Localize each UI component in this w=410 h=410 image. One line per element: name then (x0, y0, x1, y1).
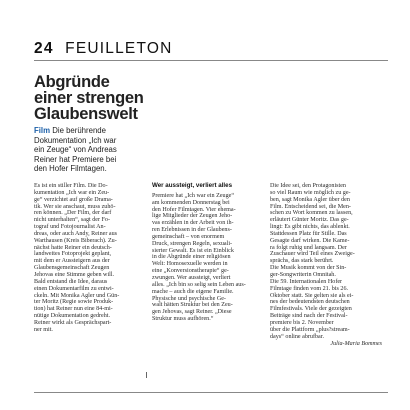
body-text-line: dreas, oder auch Andy, Reiner aus (34, 230, 118, 237)
teaser-line: ein Zeuge“ von Andreas (34, 145, 117, 155)
body-text-line: Glaubensgemeinschaft Zeugen (34, 265, 110, 272)
body-text-line: Die Idee sei, den Protagonisten (270, 183, 346, 189)
body-text-line: Bald entstand die Idee, daraus (34, 278, 108, 285)
body-text-line: eine „Konversionstherapie“ ge- (152, 268, 229, 275)
body-text-line: ge“ verzichtet auf große Drama- (34, 196, 113, 203)
body-text-line: über die Plattform „plus?stream- (270, 326, 350, 333)
body-text-line: nächst hatte Reiner ein deutsch- (34, 244, 112, 251)
headline-line: Abgründe (34, 73, 110, 91)
body-text-line: Film. Entscheidend sei, die Men- (270, 203, 351, 210)
body-text-line: Filmtage finden vom 21. bis 26. (270, 285, 349, 292)
body-text-line: Welt: Homosexuelle werden in (152, 261, 228, 268)
body-text-line: sprächs, das stark berührt. (270, 258, 334, 265)
body-column-3 (270, 183, 382, 348)
body-text-line: tion) hat Reiner nun eine 84-mi- (34, 306, 113, 313)
article-teaser (34, 126, 194, 174)
article-headline (34, 74, 234, 122)
body-text-line: ger-Songwriterin Omnitah. (270, 271, 336, 278)
body-text-line: nes der bedeutendsten deutschen (270, 299, 350, 306)
body-text-line: Zuschauer wird Teil eines Zweige- (270, 251, 355, 258)
body-text-line: alles. „Ich bin so selig sein Leben aus- (152, 281, 246, 288)
teaser-line: Reiner hat Premiere bei (34, 154, 117, 164)
body-text-line: mit dem er Aussteigern aus der (34, 258, 110, 265)
body-text-line: walt hätten Struktur bei den Zeu- (152, 302, 233, 309)
body-text-line: ben, sagt Monika Agler über den (270, 196, 350, 203)
section-header (34, 40, 173, 58)
body-text-line: so viel Raum wie möglich zu ge- (270, 189, 351, 196)
body-text-line: lige Mitglieder der Zeugen Jeho- (152, 213, 233, 220)
page-number: 24 (34, 40, 54, 57)
body-subheading: Wer aussteigt, verliert alles (152, 182, 233, 189)
column-marker (146, 372, 147, 378)
body-text-line: Stattdessen Platz für Stille. Das (270, 230, 347, 237)
body-text-line: gemeinschaft – von enormem (152, 233, 225, 240)
body-text-line: in die Abgründe einer religiösen (152, 254, 231, 261)
headline-line: Glaubenswelt (34, 105, 138, 123)
body-text-line: ren Erlebnissen in der Glaubens- (152, 227, 232, 234)
body-text-line: Es ist ein stiller Film. Die Do- (34, 183, 108, 189)
body-text-line: Druck, strengen Regeln, sexuali- (152, 240, 233, 247)
body-text-line: nütige Dokumentation gedreht. (34, 313, 110, 320)
body-text-line: Beiträge sind nach der Festival- (270, 313, 348, 320)
author-signature: Julia-Maria Bommes (330, 341, 382, 348)
body-text-line: Jehovas eine Stimme geben will. (34, 271, 115, 278)
teaser-line: Dokumentation „Ich war (34, 135, 117, 145)
body-text-line: sierter Gewalt. Es ist ein Einblick (152, 247, 234, 254)
body-text-line: einen Dokumentarfilm zu entwi- (34, 285, 114, 292)
body-text-line: days“ online abrufbar. (270, 333, 324, 340)
body-text-line: Die Musik kommt von der Sin- (270, 265, 347, 272)
headline-line: einer strengen (34, 89, 144, 107)
body-column-1 (34, 183, 142, 334)
body-column-2 (152, 183, 260, 323)
body-text-line: erläutert Günter Moritz. Das ge- (270, 217, 349, 224)
body-text-line: tik. Wer sie anschaut, muss zuhö- (34, 203, 116, 210)
body-text-line: am kommenden Donnerstag bei (152, 199, 230, 206)
body-text-line: Die 59. Internationalen Hofer (270, 278, 343, 285)
body-text-line: ra folgt ruhig und langsam. Der (270, 244, 347, 251)
body-text-line: zwungen. Wer aussteigt, verliert (152, 274, 231, 281)
body-text-line: Reiner wirkt als Gesprächspart- (34, 319, 112, 326)
body-text-line: ter Moritz (Regie sowie Produk- (34, 299, 114, 306)
body-text-line: Oktober statt. Sie gelten sie als ei- (270, 292, 354, 299)
body-text-line: Warthausen (Kreis Biberach). Zu- (34, 237, 117, 244)
teaser-line (34, 126, 194, 136)
teaser-line-text: Die berührende (52, 126, 106, 135)
body-text-line: kumentation „Ich war ein Zeu- (34, 189, 110, 196)
body-text-line: lingt: Es gibt nichts, das ablenkt. (270, 224, 350, 231)
body-text-line: tograf und Fotojournalist An- (34, 224, 106, 231)
body-text-line: Gesagte darf wirken. Die Kame- (270, 237, 350, 244)
body-text-line: nicht unterhalten“, sagt der Fo- (34, 217, 110, 224)
section-title: FEUILLETON (65, 40, 173, 57)
body-text-line: Struktur muss aufhören.“ (152, 316, 214, 323)
body-text-line: Physische und psychische Ge- (152, 295, 226, 302)
body-text-line: Premiere hat „Ich war ein Zeuge“ (152, 192, 235, 199)
body-text-line: ren können. „Der Film, der darf (34, 210, 112, 217)
body-text-line: mache – auch die eigene Familie. (152, 288, 234, 295)
body-text-line: ner mit. (34, 326, 53, 333)
teaser-kicker: Film (34, 126, 51, 135)
body-text-line: landweites Fotoprojekt geplant, (34, 251, 112, 258)
header-divider (34, 60, 388, 61)
body-text-line: gen Jehovas, sagt Reiner. „Diese (152, 309, 232, 316)
body-text-line: vas erzählen in der Arbeit von ih- (152, 220, 234, 227)
footer-divider (34, 392, 388, 393)
body-text-line: Filmfestivals. Viele der gezeigten (270, 306, 352, 313)
body-text-line: premiere bis 2. November (270, 319, 334, 326)
body-text-line: schen zu Wort kommen zu lassen, (270, 210, 353, 217)
body-text-line: den Hofer Filmtagen. Vier ehema- (152, 206, 236, 213)
body-text-line: ckeln. Mit Monika Agler und Gün- (34, 292, 120, 299)
teaser-line: den Hofer Filmtagen. (34, 164, 107, 174)
